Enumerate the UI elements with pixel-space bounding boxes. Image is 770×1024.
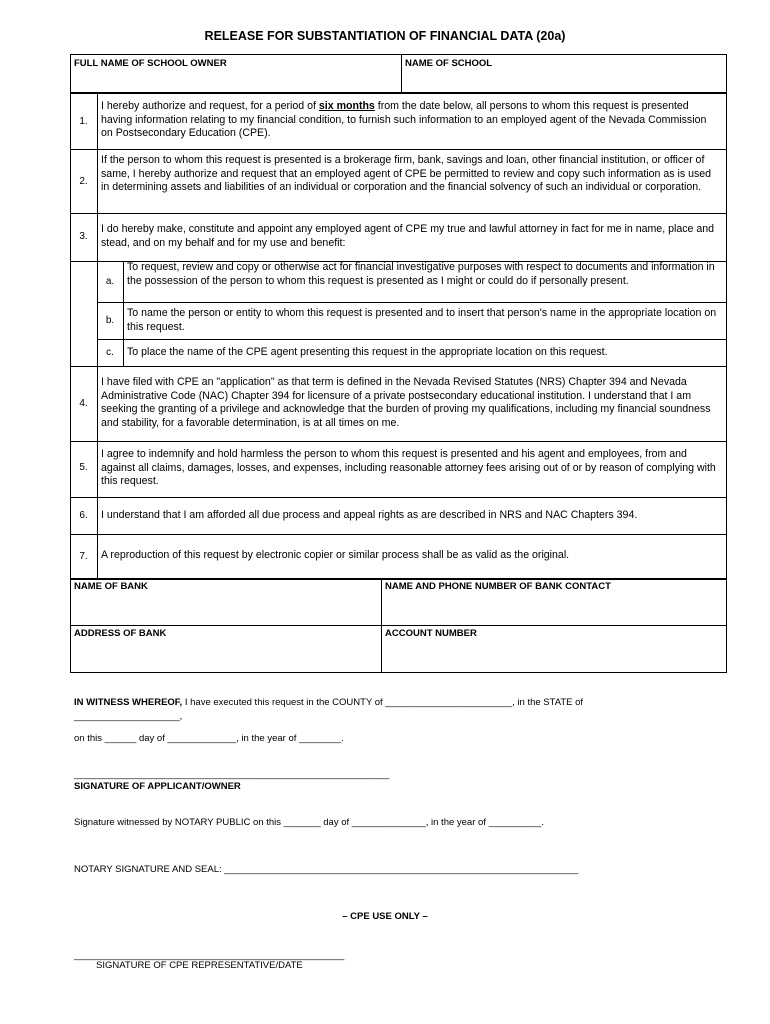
notary-witness-line: Signature witnessed by NOTARY PUBLIC on this _______ day of ______________, in the year of __________. <box>74 817 545 828</box>
account-number-label: ACCOUNT NUMBER <box>385 628 477 639</box>
witness-line-1: IN WITNESS WHEREOF, I have executed this request in the COUNTY of ________________________, in the STATE of <box>74 697 584 708</box>
bank-contact-field[interactable] <box>382 594 726 624</box>
emphasis-six-months: six months <box>318 100 375 112</box>
school-name-label: NAME OF SCHOOL <box>405 58 493 69</box>
witness-line-2: ____________________, <box>74 711 183 722</box>
item-1-text: I hereby authorize and request, for a period of six months from the date below, all persons to whom this request is presented having information relating to my financial condition, to furnish such information to an employed agent of the Nevada Commission on Postsecondary Education (CPE). <box>101 100 707 140</box>
subitem-c-text: To place the name of the CPE agent presenting this request in the appropriate location on this request. <box>127 346 608 358</box>
bank-address-label: ADDRESS OF BANK <box>74 628 167 639</box>
item-5-text: I agree to indemnify and hold harmless the person to whom this request is presented and his agent and employees, from and against all claims, damages, losses, and expenses, including reasonable attorney fees arising out of or by reason of complying with this request. <box>101 448 716 488</box>
item-number: 7. <box>79 551 88 562</box>
applicant-signature-line[interactable]: _______________________________________________________________ <box>74 769 390 779</box>
cpe-use-only-heading: – CPE USE ONLY – <box>342 911 428 922</box>
owner-name-label: FULL NAME OF SCHOOL OWNER <box>74 58 227 69</box>
item-number: 6. <box>79 510 88 521</box>
subitem-letter: b. <box>105 315 115 326</box>
item-number: 4. <box>79 398 88 409</box>
item-number: 1. <box>79 116 88 127</box>
subitem-letter: a. <box>105 276 115 287</box>
item-number: 5. <box>79 462 88 473</box>
item-6-text: I understand that I am afforded all due process and appeal rights as are described in NRS and NAC Chapters 394. <box>101 509 638 521</box>
item-number: 3. <box>79 231 88 242</box>
item-7-text: A reproduction of this request by electronic copier or similar process shall be as valid as the original. <box>101 549 570 561</box>
item-3-text: I do hereby make, constitute and appoint any employed agent of CPE my true and lawful attorney in fact for me in name, place and stead, and on my behalf and for my use and benefit: <box>101 223 715 249</box>
notary-signature-line: NOTARY SIGNATURE AND SEAL: ___________________________________________________________________ <box>74 864 579 875</box>
form-title: RELEASE FOR SUBSTANTIATION OF FINANCIAL DATA (20a) <box>204 29 566 43</box>
cpe-signature-label: SIGNATURE OF CPE REPRESENTATIVE/DATE <box>96 960 303 971</box>
subitem-column-divider <box>123 261 124 366</box>
account-number-field[interactable] <box>382 640 726 672</box>
number-column-divider <box>97 93 98 579</box>
subitem-a-text: To request, review and copy or otherwise act for financial investigative purposes with respect to documents and information in the possession of the person to whom this request is presented as I might or could do if personally present. <box>127 261 715 287</box>
bank-contact-label: NAME AND PHONE NUMBER OF BANK CONTACT <box>385 581 611 592</box>
applicant-signature-label: SIGNATURE OF APPLICANT/OWNER <box>74 781 241 792</box>
witness-date-line: on this ______ day of _____________, in the year of ________. <box>74 733 344 744</box>
owner-name-field[interactable] <box>71 68 400 92</box>
bank-address-field[interactable] <box>71 640 380 672</box>
school-name-field[interactable] <box>402 68 726 92</box>
cpe-signature-line[interactable]: ______________________________________________________ <box>74 950 345 960</box>
item-4-text: I have filed with CPE an "application" as that term is defined in the Nevada Revised Statutes (NRS) Chapter 394 and Nevada Administrative Code (NAC) Chapter 394 for licensure of a private postsecondary educational institution. I understand that I am seeking the granting of a privilege and acknowledge that the burden of proving my qualifications, including my financial soundness and stability, for a favorable determination, is at all times on me. <box>101 376 711 429</box>
item-2-text: If the person to whom this request is presented is a brokerage firm, bank, savings and loan, other financial institution, or officer of same, I hereby authorize and request that an employed agent of CPE be permitted to review and copy such information as is used in determining assets and liabilities of an individual or corporation and the financial solvency of such an individual or corporation. <box>101 154 712 194</box>
bank-name-field[interactable] <box>71 594 380 624</box>
item-number: 2. <box>79 176 88 187</box>
subitem-b-text: To name the person or entity to whom this request is presented and to insert that person's name in the appropriate location on this request. <box>127 307 717 333</box>
bank-name-label: NAME OF BANK <box>74 581 148 592</box>
subitem-letter: c. <box>106 347 114 358</box>
